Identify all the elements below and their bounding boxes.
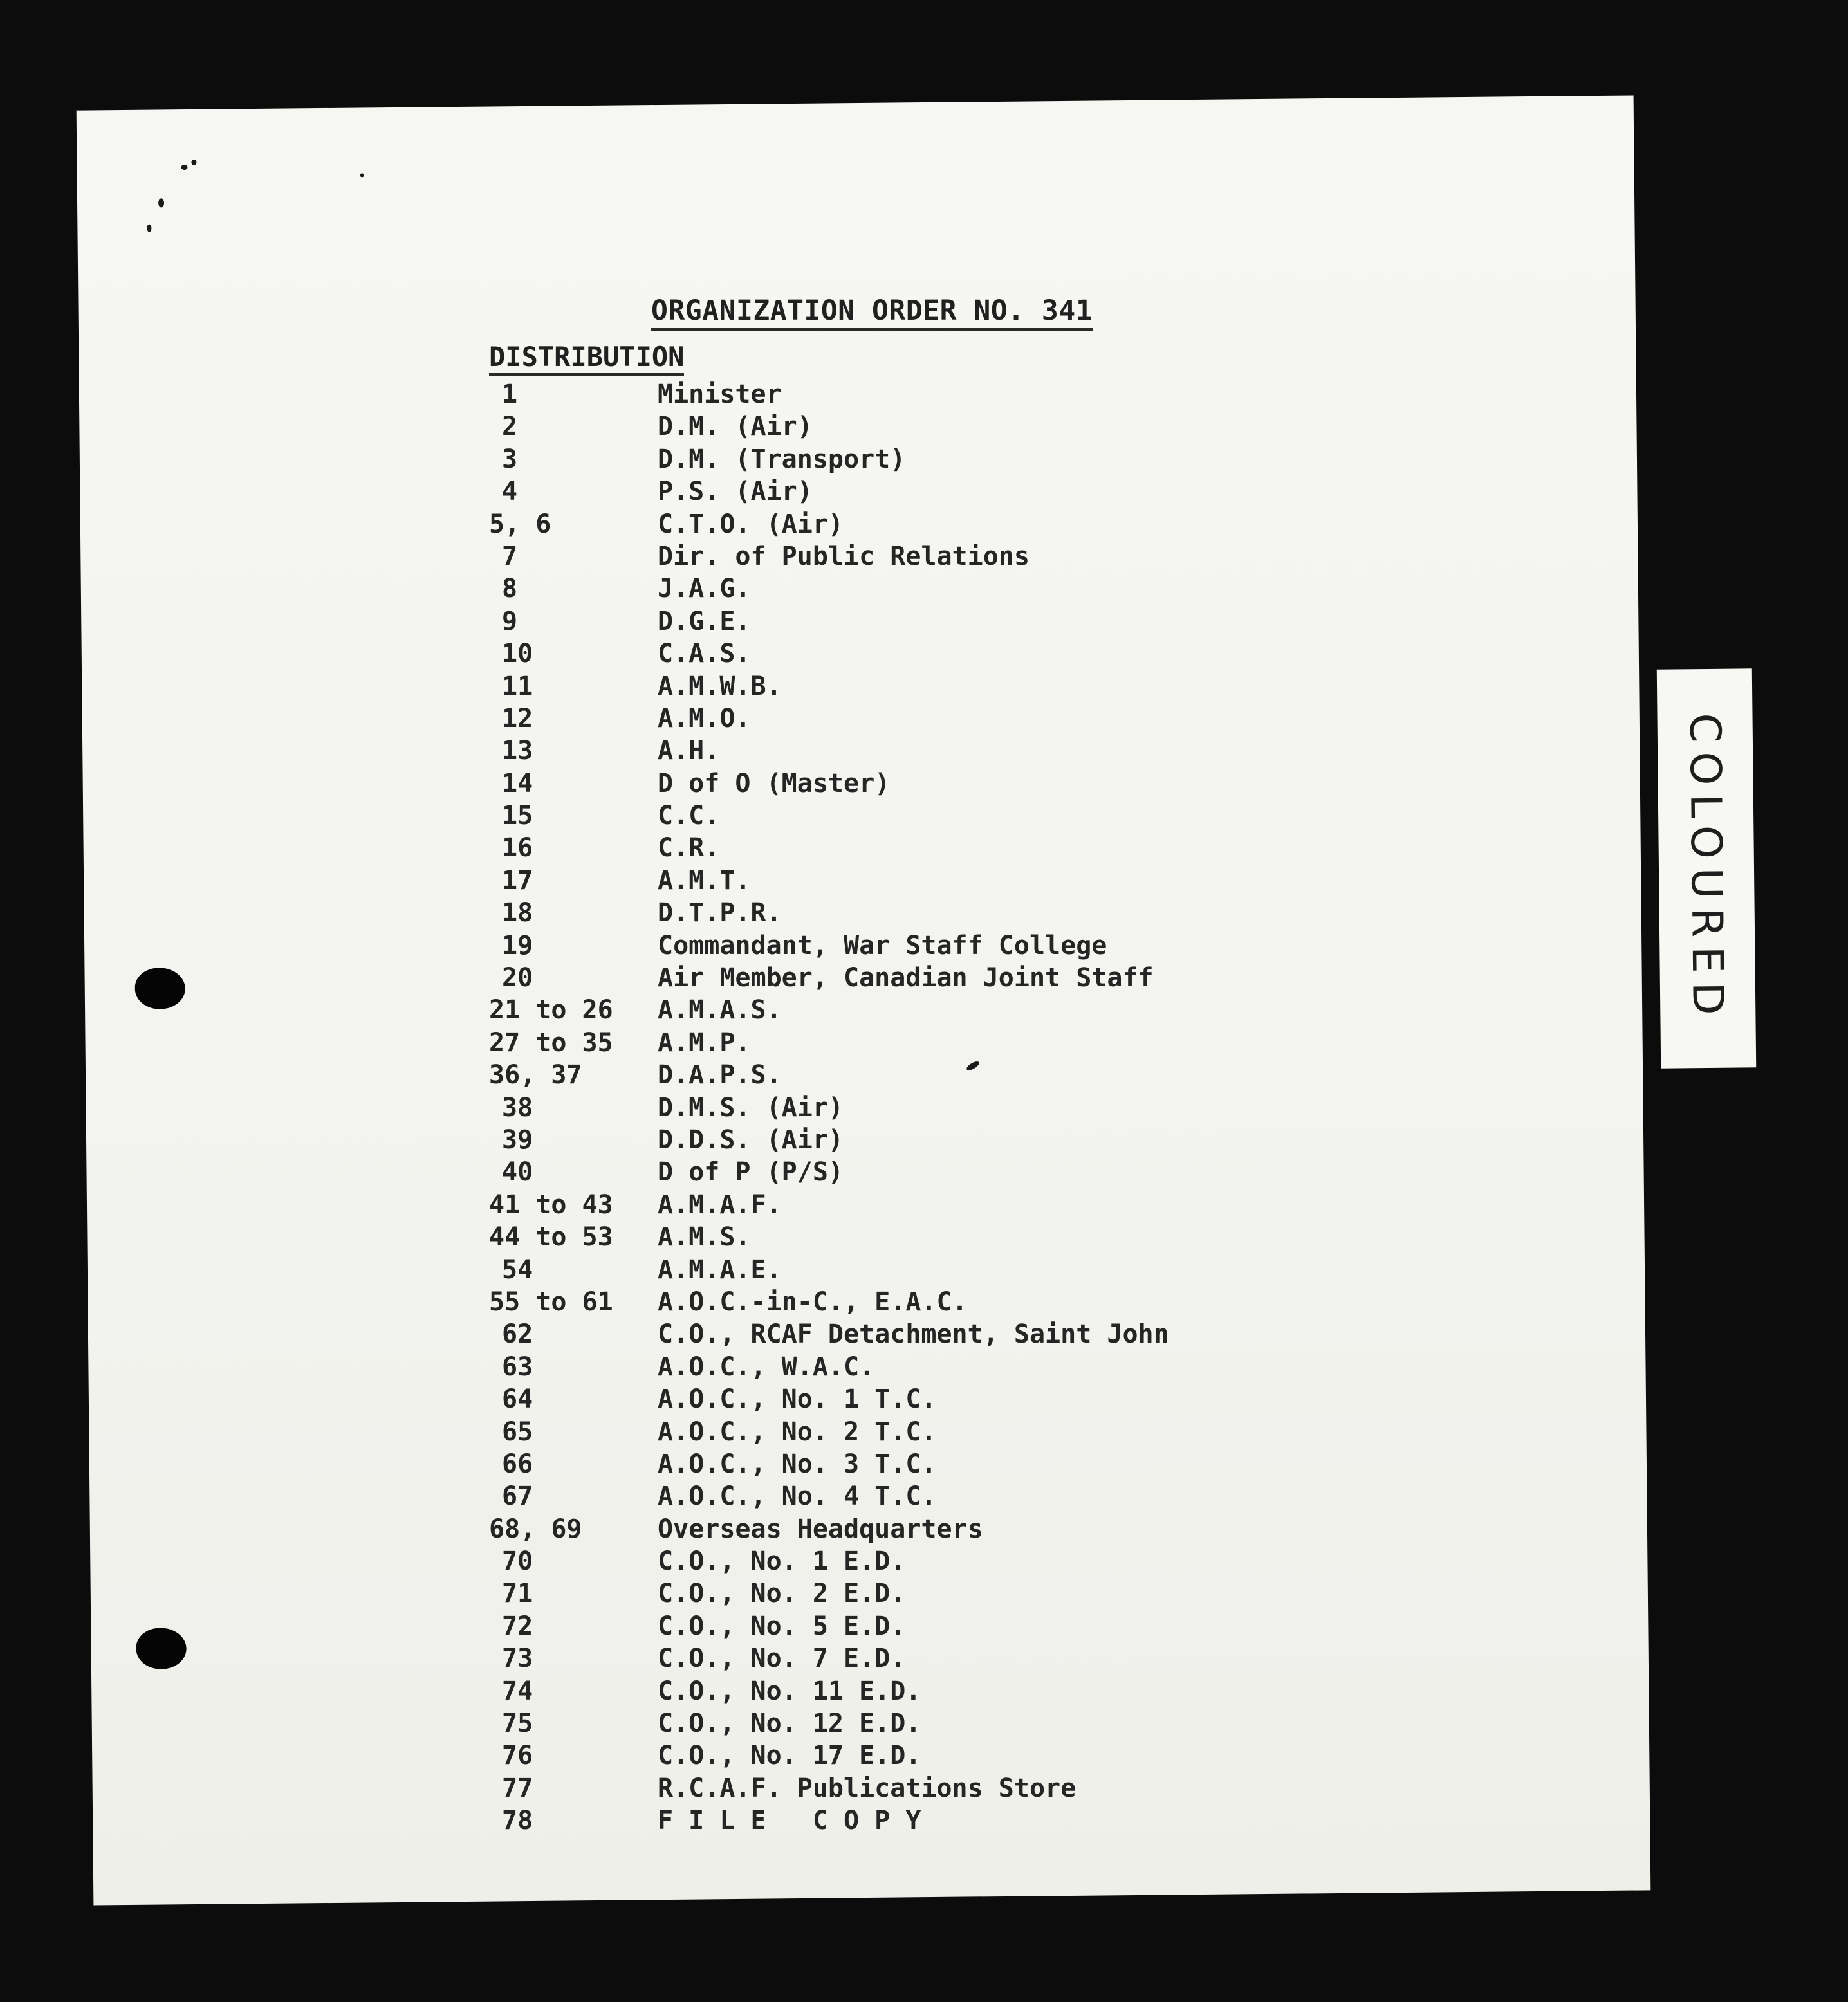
recipient: C.O., No. 17 E.D. [658,1741,921,1771]
document-title: ORGANIZATION ORDER NO. 341 [651,295,1093,331]
copy-number: 40 [502,1157,533,1188]
recipient: A.O.C., No. 1 T.C. [658,1384,937,1415]
recipient: A.M.O. [658,703,751,733]
recipient: C.O., No. 5 E.D. [658,1611,906,1641]
copy-number: 44 to 53 [489,1222,613,1253]
recipient: A.M.P. [658,1027,751,1058]
recipient: D.G.E. [658,606,751,636]
copy-number: 76 [502,1741,533,1771]
recipient: C.O., No. 2 E.D. [658,1579,906,1609]
recipient: D.M.S. (Air) [658,1092,844,1123]
copy-number: 78 [502,1806,533,1836]
copy-number: 72 [502,1611,533,1641]
copy-number: 65 [502,1417,533,1447]
recipient: C.O., No. 11 E.D. [658,1676,921,1706]
copy-number: 12 [502,703,533,733]
copy-number: 36, 37 [489,1060,582,1090]
recipient: P.S. (Air) [658,477,813,507]
recipient: A.H. [658,736,720,766]
recipient: D.M. (Transport) [658,444,906,474]
recipient: A.O.C., No. 2 T.C. [658,1417,937,1447]
recipient: D.M. (Air) [658,412,813,442]
copy-number: 77 [502,1773,533,1803]
recipient: A.O.C., No. 3 T.C. [658,1449,937,1479]
recipient: Minister [658,380,782,409]
recipient: A.M.A.S. [658,995,782,1025]
copy-number: 10 [502,639,533,669]
copy-number: 74 [502,1676,533,1706]
recipient: Overseas Headquarters [658,1514,983,1544]
recipient: A.M.T. [658,865,751,895]
recipient: C.R. [658,833,720,863]
copy-number: 15 [502,801,533,831]
recipient: C.O., No. 7 E.D. [658,1644,906,1674]
copy-number: 5, 6 [489,509,551,539]
copy-number: 27 to 35 [489,1027,613,1058]
scan-speck [360,173,364,177]
copy-number: 62 [502,1319,533,1350]
copy-number: 70 [502,1547,533,1577]
scan-speck [965,1060,981,1072]
copy-number: 63 [502,1352,533,1382]
copy-number: 7 [502,541,518,571]
punch-hole [134,968,185,1009]
recipient: A.O.C., W.A.C. [658,1352,875,1382]
punch-hole [136,1628,187,1669]
scan-speck [158,198,164,207]
recipient: A.O.C., No. 4 T.C. [658,1482,937,1512]
recipient: C.C. [658,801,720,831]
copy-number: 3 [502,444,518,474]
recipient: A.O.C.-in-C., E.A.C. [658,1287,968,1317]
scan-speck [181,165,187,170]
copy-number: 71 [502,1579,533,1609]
copy-number: 41 to 43 [489,1189,613,1220]
recipient: A.M.W.B. [658,671,782,701]
recipient: C.A.S. [658,639,751,669]
scan-speck [191,160,196,165]
recipient: F I L E C O P Y [658,1806,921,1836]
copy-number: 68, 69 [489,1514,582,1544]
copy-number: 14 [502,768,533,798]
copy-number: 4 [502,477,518,507]
recipient: D.T.P.R. [658,898,782,928]
copy-number: 17 [502,865,533,895]
copy-number: 9 [502,606,518,636]
copy-number: 1 [502,380,518,409]
recipient: C.O., RCAF Detachment, Saint John [658,1319,1169,1350]
copy-number: 13 [502,736,533,766]
recipient: Dir. of Public Relations [658,541,1030,571]
copy-number: 67 [502,1482,533,1512]
copy-number: 66 [502,1449,533,1479]
recipient: D of O (Master) [658,768,891,798]
copy-number: 16 [502,833,533,863]
recipient: Air Member, Canadian Joint Staff [658,963,1154,993]
copy-number: 20 [502,963,533,993]
copy-number: 75 [502,1709,533,1739]
copy-number: 39 [502,1125,533,1155]
recipient: D.A.P.S. [658,1060,782,1090]
copy-number: 8 [502,574,518,604]
copy-number: 18 [502,898,533,928]
recipient: C.O., No. 12 E.D. [658,1709,921,1739]
recipient: R.C.A.F. Publications Store [658,1773,1076,1803]
copy-number: 54 [502,1254,533,1285]
recipient: A.M.A.E. [658,1254,782,1285]
recipient: C.O., No. 1 E.D. [658,1547,906,1577]
coloured-stamp [1657,668,1756,1069]
copy-number: 38 [502,1092,533,1123]
recipient: D.D.S. (Air) [658,1125,844,1155]
copy-number: 64 [502,1384,533,1415]
recipient: D of P (P/S) [658,1157,844,1188]
copy-number: 55 to 61 [489,1287,613,1317]
distribution-heading: DISTRIBUTION [489,341,684,376]
copy-number: 2 [502,412,518,442]
recipient: A.M.A.F. [658,1189,782,1220]
copy-number: 21 to 26 [489,995,613,1025]
stamp-text: COLOURED [1679,713,1733,1024]
copy-number: 11 [502,671,533,701]
recipient: J.A.G. [658,574,751,604]
scan-speck [147,225,151,232]
copy-number: 19 [502,930,533,960]
recipient: Commandant, War Staff College [658,930,1107,960]
recipient: A.M.S. [658,1222,751,1253]
copy-number: 73 [502,1644,533,1674]
recipient: C.T.O. (Air) [658,509,844,539]
